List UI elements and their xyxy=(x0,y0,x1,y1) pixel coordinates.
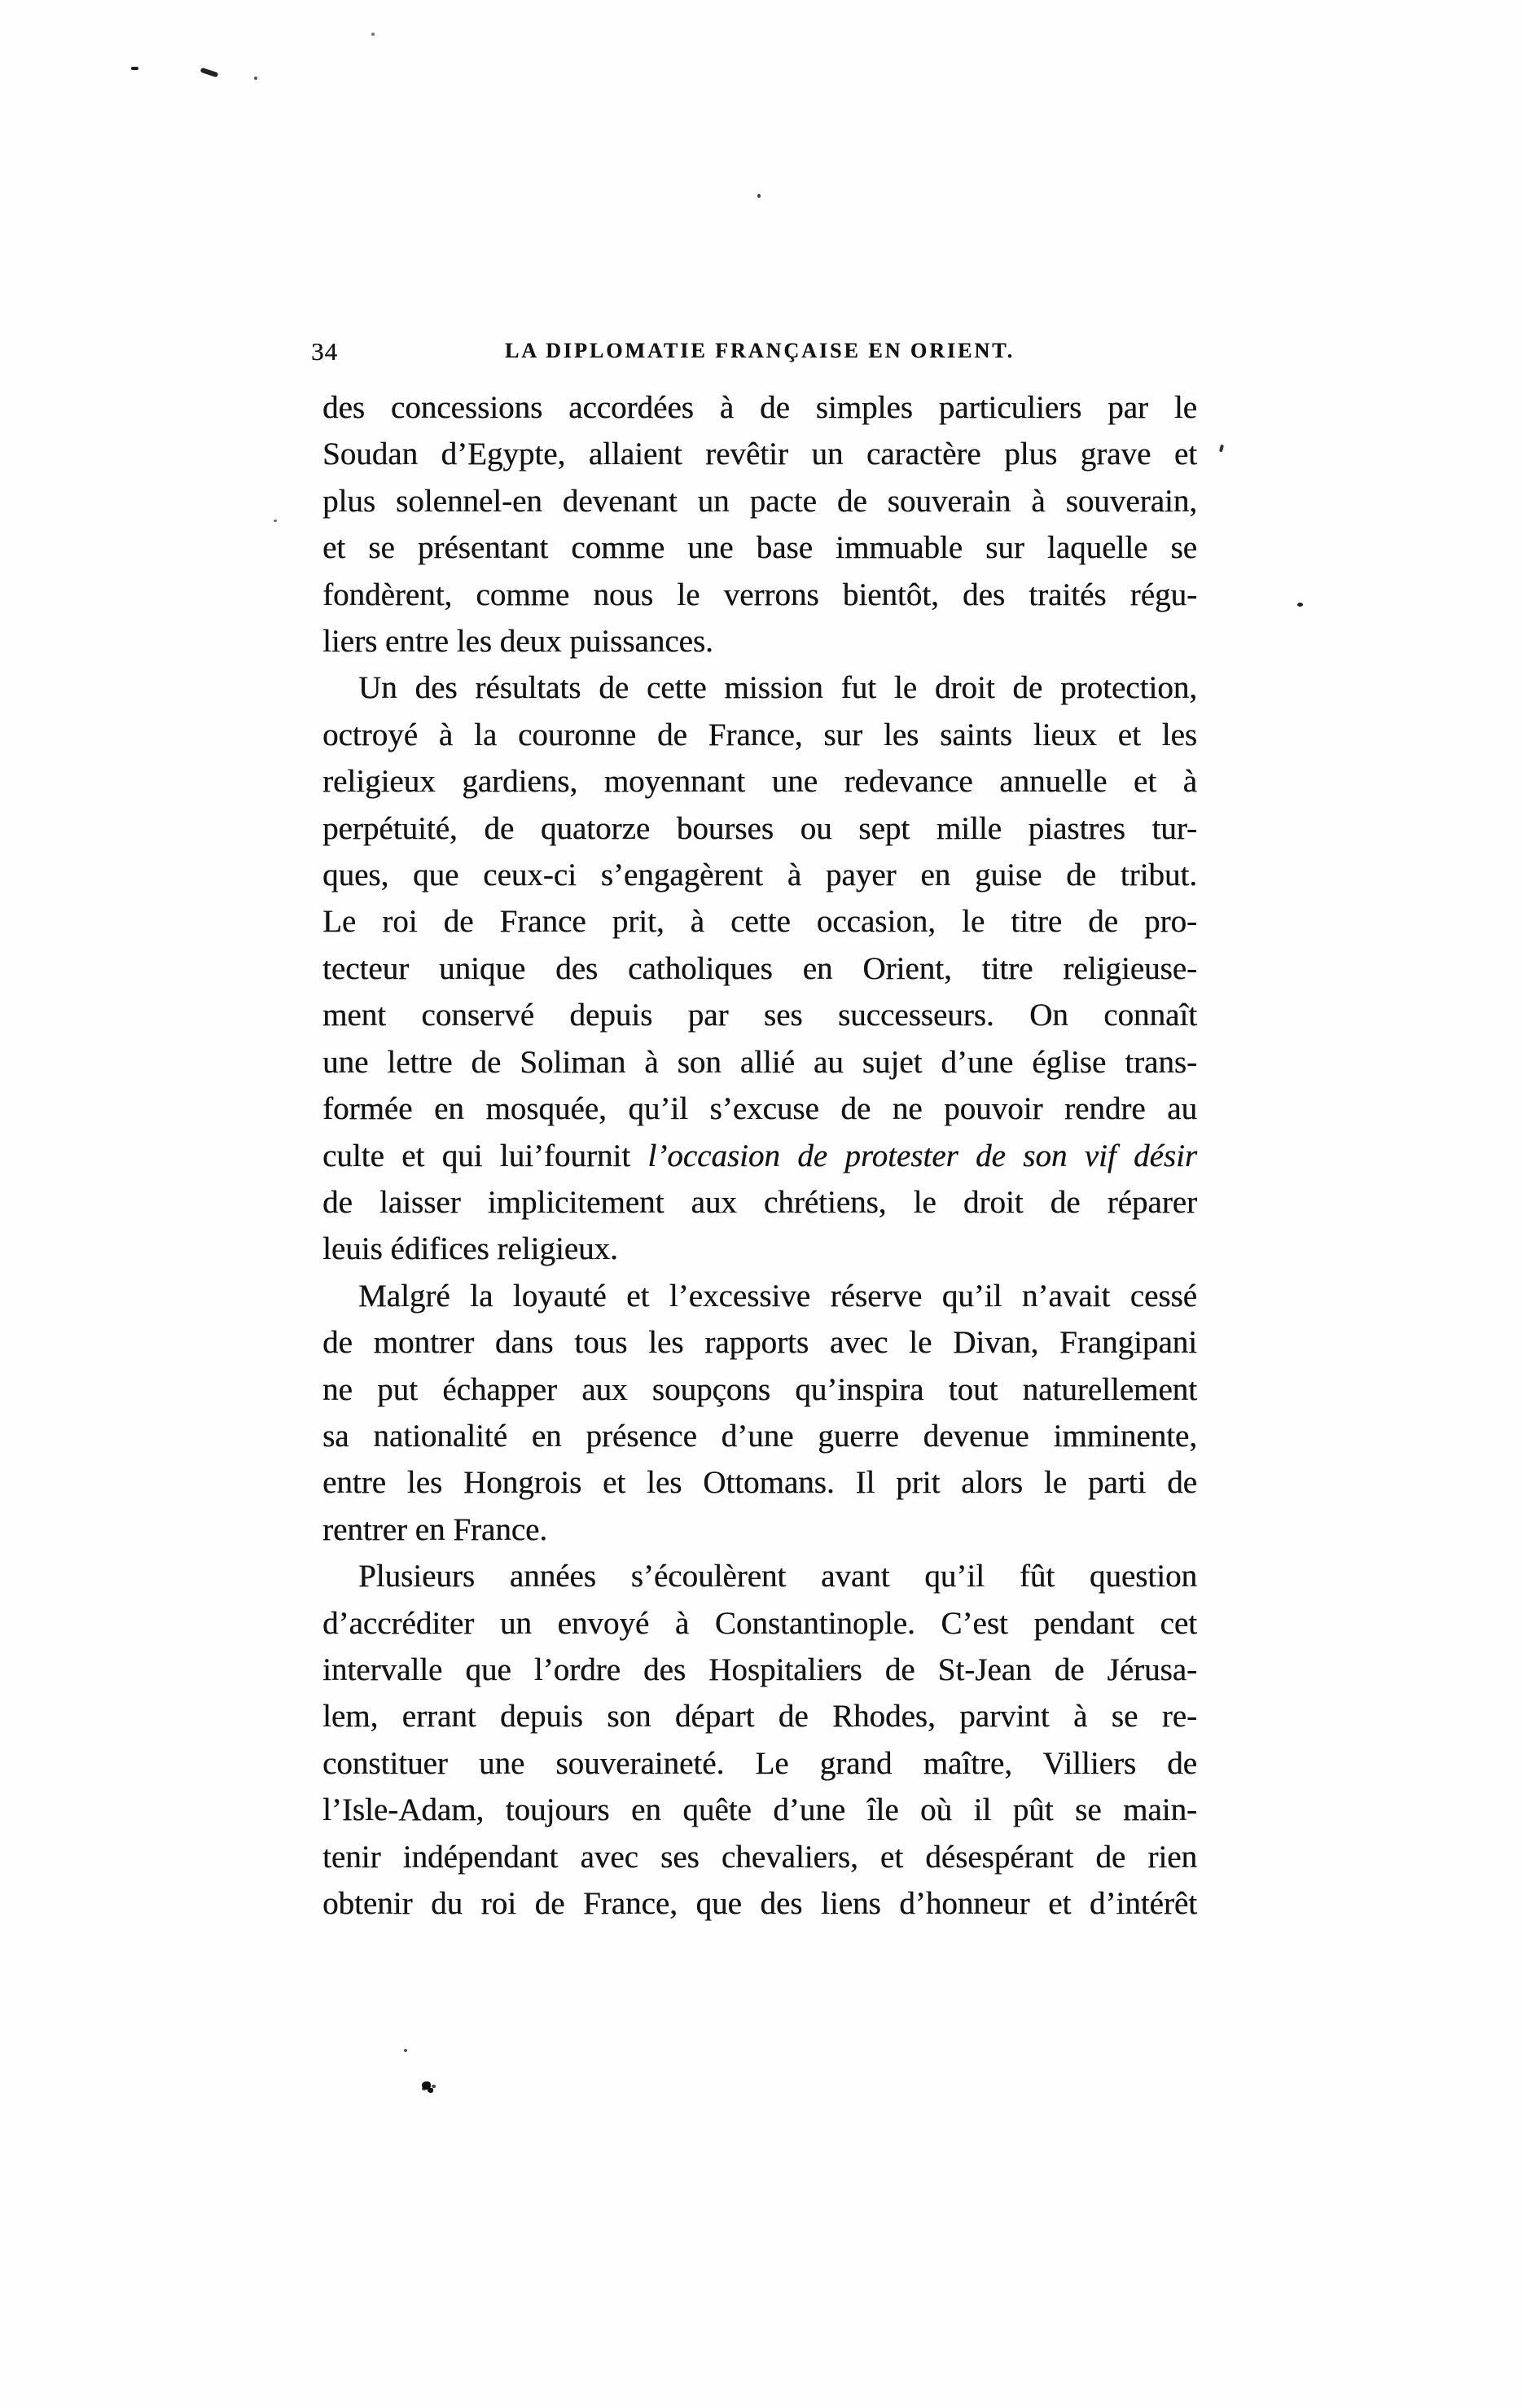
text-line: ques, que ceux-ci s’engagèrent à payer en guise de tribut. xyxy=(322,857,1197,893)
text-line: intervalle que l’ordre des Hospitaliers de St-Jean de Jérusa- xyxy=(322,1651,1197,1687)
scan-speck xyxy=(757,194,761,198)
text-line: sa nationalité en présence d’une guerre devenue imminente, xyxy=(322,1418,1197,1454)
scan-speck xyxy=(274,520,277,522)
text-line: perpétuité, de quatorze bourses ou sept mille piastres tur- xyxy=(322,810,1197,846)
scan-speck xyxy=(200,68,219,78)
text-line: plus solennel-en devenant un pacte de souverain à souverain, xyxy=(322,483,1197,519)
scan-speck xyxy=(1297,603,1303,607)
text-line: de montrer dans tous les rapports avec le Divan, Frangipani xyxy=(322,1325,1197,1361)
text-line: Le roi de France prit, à cette occasion, le titre de pro- xyxy=(322,904,1197,940)
paragraph xyxy=(322,1273,1197,1553)
scan-speck xyxy=(1219,445,1224,453)
text-line: Un des résultats de cette mission fut le droit de protection, xyxy=(358,670,1197,706)
text-line: liers entre les deux puissances. xyxy=(322,624,713,660)
text-line: lem, errant depuis son départ de Rhodes, parvint à se re- xyxy=(322,1699,1197,1735)
text-line: Malgré la loyauté et l’excessive réserve qu’il n’avait cessé xyxy=(358,1278,1197,1314)
text-line: religieux gardiens, moyennant une redevance annuelle et à xyxy=(322,764,1197,800)
text-line: tecteur unique des catholiques en Orient, titre religieuse- xyxy=(322,950,1197,986)
text-line: Soudan d’Egypte, allaient revêtir un caractère plus grave et xyxy=(322,436,1197,472)
text-segment: culte et qui lui’fournit xyxy=(322,1138,648,1173)
scan-speck xyxy=(371,33,375,36)
text-line: ment conservé depuis par ses successeurs. On connaît xyxy=(322,998,1197,1033)
text-line: constituer une souveraineté. Le grand maître, Villiers de xyxy=(322,1745,1197,1781)
scan-speck xyxy=(131,67,138,70)
running-title: LA DIPLOMATIE FRANÇAISE EN ORIENT. xyxy=(504,339,1015,362)
paragraph xyxy=(322,665,1197,1272)
text-line xyxy=(322,1133,1197,1179)
paragraph xyxy=(322,1553,1197,1927)
text-line: tenir indépendant avec ses chevaliers, et désespérant de rien xyxy=(322,1839,1197,1875)
text-line: leuis édifices religieux. xyxy=(322,1231,618,1267)
text-line: de laisser implicitement aux chrétiens, le droit de réparer xyxy=(322,1184,1197,1220)
page-number: 34 xyxy=(311,337,338,366)
text-block xyxy=(322,384,1197,1927)
text-line: et se présentant comme une base immuable sur laquelle se xyxy=(322,530,1197,566)
text-line: une lettre de Soliman à son allié au sujet d’une église trans- xyxy=(322,1044,1197,1080)
text-line: entre les Hongrois et les Ottomans. Il prit alors le parti de xyxy=(322,1465,1197,1501)
text-line: rentrer en France. xyxy=(322,1511,548,1547)
text-line: octroyé à la couronne de France, sur les saints lieux et les xyxy=(322,717,1197,752)
text-line: obtenir du roi de France, que des liens d’honneur et d’intérêt xyxy=(322,1886,1197,1921)
running-header xyxy=(311,336,1197,368)
text-line: l’Isle-Adam, toujours en quête d’une île où il pût se main- xyxy=(322,1792,1197,1828)
emphasized-text: l’occasion de protester de son vif désir xyxy=(647,1138,1198,1173)
scan-speck xyxy=(404,2049,407,2052)
text-line: formée en mosquée, qu’il s’excuse de ne pouvoir rendre au xyxy=(322,1091,1197,1127)
scan-speck xyxy=(254,77,257,80)
text-line: Plusieurs années s’écoulèrent avant qu’il fût question xyxy=(358,1559,1197,1594)
text-line: d’accréditer un envoyé à Constantinople. C’est pendant cet xyxy=(322,1605,1197,1641)
paragraph xyxy=(322,384,1197,665)
text-line: ne put échapper aux soupçons qu’inspira tout naturellement xyxy=(322,1371,1197,1407)
text-line: des concessions accordées à de simples particuliers par le xyxy=(322,390,1197,425)
text-line: fondèrent, comme nous le verrons bientôt, des traités régu- xyxy=(322,577,1197,612)
ink-blot xyxy=(422,2081,431,2090)
